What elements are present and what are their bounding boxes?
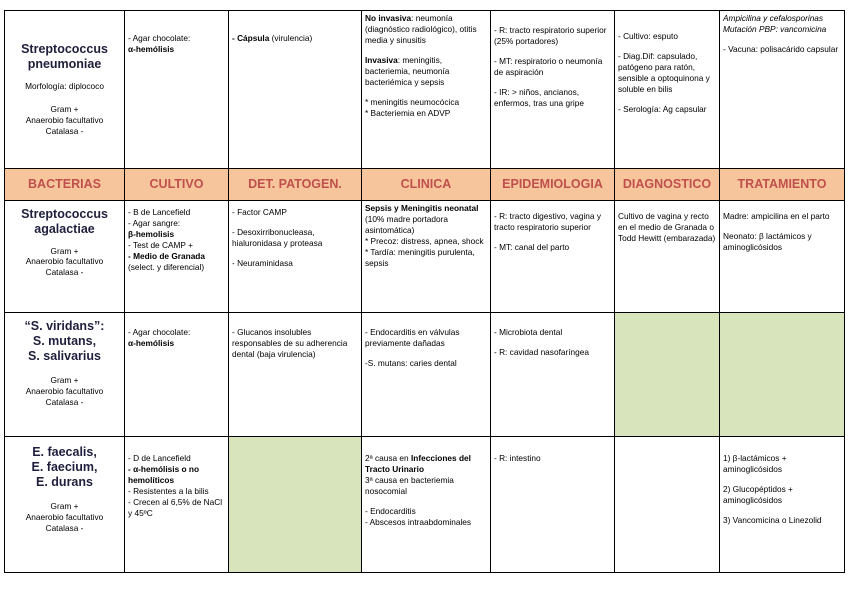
hemolysis: β-hemolisis (128, 228, 175, 239)
header-row (5, 169, 845, 201)
bacteria-cell: E. faecalis, E. faecium, E. durans Gram + Anaerobio facultativo Catalasa - (5, 437, 125, 573)
header-clinica: CLINICA (362, 169, 491, 201)
pathogen-cell: - Factor CAMP - Desoxirribonucleasa, hialuronidasa y proteasa - Neuraminidasa (229, 201, 362, 313)
diagnosis-cell-empty (615, 437, 720, 573)
treatment-cell-empty (720, 313, 845, 437)
table-row (5, 201, 845, 313)
gram-stain: Gram + (50, 501, 79, 512)
gram-stain: Gram + (50, 245, 79, 256)
bacteria-cell (5, 201, 125, 313)
bacteria-cell (5, 11, 125, 169)
cultivo-cell: - D de Lancefield - α-hemólisis o no hemolíticos - Resistentes a la bilis - Crecen al 6,5% de NaCl y 45ºC (125, 437, 229, 573)
anaerobic: Anaerobio facultativo (25, 512, 104, 523)
header-epidemiologia: EPIDEMIOLOGIA (491, 169, 615, 201)
diagnosis-cell: - Cultivo: esputo - Diag.Dif: capsulado, patógeno para ratón, sensible a optoquinona y soluble en bilis - Serología: Ag capsular (615, 11, 720, 169)
cultivo-cell: - Agar chocolate: α-hemólisis (125, 11, 229, 169)
pathogen-cell-empty (229, 437, 362, 573)
bacteria-name: E. faecalis, (32, 445, 97, 459)
bacteria-cell: “S. viridans”: S. mutans, S. salivarius Gram + Anaerobio facultativo Catalasa - (5, 313, 125, 437)
epidemiology-cell: - R: tracto respiratorio superior (25% portadores) - MT: respiratorio o neumonía de aspiración - IR: > niños, ancianos, enfermos, tras una gripe (491, 11, 615, 169)
catalase: Catalasa - (45, 397, 84, 408)
header-diagnostico: DIAGNOSTICO (615, 169, 720, 201)
header-cultivo: CULTIVO (125, 169, 229, 201)
anaerobic: Anaerobio facultativo (25, 256, 104, 267)
microbiology-table (4, 10, 845, 573)
anaerobic: Anaerobio facultativo (25, 114, 104, 125)
treatment-cell: 1) β-lactámicos + aminoglicósidos 2) Glucopéptidos + aminoglicósidos 3) Vancomicina o Linezolid (720, 437, 845, 573)
table-row (5, 11, 845, 169)
anaerobic: Anaerobio facultativo (25, 386, 104, 397)
pathogen-cell: - Glucanos insolubles responsables de su adherencia dental (baja virulencia) (229, 313, 362, 437)
epidemiology-cell: - Microbiota dental - R: cavidad nasofaríngea (491, 313, 615, 437)
hemolysis: - α-hemólisis o no hemolíticos (128, 463, 200, 485)
bacteria-name: Streptococcus agalactiae (21, 207, 108, 236)
gram-stain: Gram + (50, 375, 79, 386)
diagnosis-cell: Cultivo de vagina y recto en el medio de Granada o Todd Hewitt (embarazada) (615, 201, 720, 313)
clinic-cell: No invasiva: neumonía (diagnóstico radiológico), otitis media y sinusitis Invasiva: meningitis, bacteriemia, neumonía bacteriémica y sepsis * meningitis neumocócica * Bacteriemia en ADVP (362, 11, 491, 169)
diagnosis-cell-empty (615, 313, 720, 437)
epidemiology-cell: - R: intestino (491, 437, 615, 573)
table-row (5, 437, 845, 573)
header-tratamiento: TRATAMIENTO (720, 169, 845, 201)
catalase: Catalasa - (45, 267, 84, 278)
bacteria-name: Streptococcus pneumoniae (21, 42, 108, 72)
treatment-cell: Ampicilina y cefalosporinas Mutación PBP: vancomicina - Vacuna: polisacárido capsular (720, 11, 845, 169)
cultivo-cell: - Agar chocolate: α-hemólisis (125, 313, 229, 437)
pathogen-cell: - Cápsula (virulencia) (229, 11, 362, 169)
header-det-patogen: DET. PATOGEN. (229, 169, 362, 201)
morphology: Morfología: diplococo (25, 80, 104, 91)
clinic-cell: Sepsis y Meningitis neonatal (10% madre portadora asintomática) * Precoz: distress, apnea, shock * Tardía: meningitis purulenta, sepsis (362, 201, 491, 313)
catalase: Catalasa - (45, 125, 84, 136)
clinic-cell: 2ª causa en Infecciones del Tracto Urinario 3ª causa en bacteriemia nosocomial - Endocarditis - Abscesos intraabdominales (362, 437, 491, 573)
treatment-cell: Madre: ampicilina en el parto Neonato: β lactámicos y aminoglicósidos (720, 201, 845, 313)
header-bacterias: BACTERIAS (5, 169, 125, 201)
hemolysis: α-hemólisis (128, 43, 175, 54)
gram-stain: Gram + (50, 103, 79, 114)
catalase: Catalasa - (45, 523, 84, 534)
cultivo-cell: - B de Lancefield - Agar sangre: β-hemolisis - Test de CAMP + - Medio de Granada (select. y diferencial) (125, 201, 229, 313)
hemolysis: α-hemólisis (128, 337, 175, 348)
bacteria-name: “S. viridans”: (24, 319, 105, 333)
clinic-cell: - Endocarditis en válvulas previamente dañadas -S. mutans: caries dental (362, 313, 491, 437)
table-row (5, 313, 845, 437)
epidemiology-cell: - R: tracto digestivo, vagina y tracto respiratorio superior - MT: canal del parto (491, 201, 615, 313)
